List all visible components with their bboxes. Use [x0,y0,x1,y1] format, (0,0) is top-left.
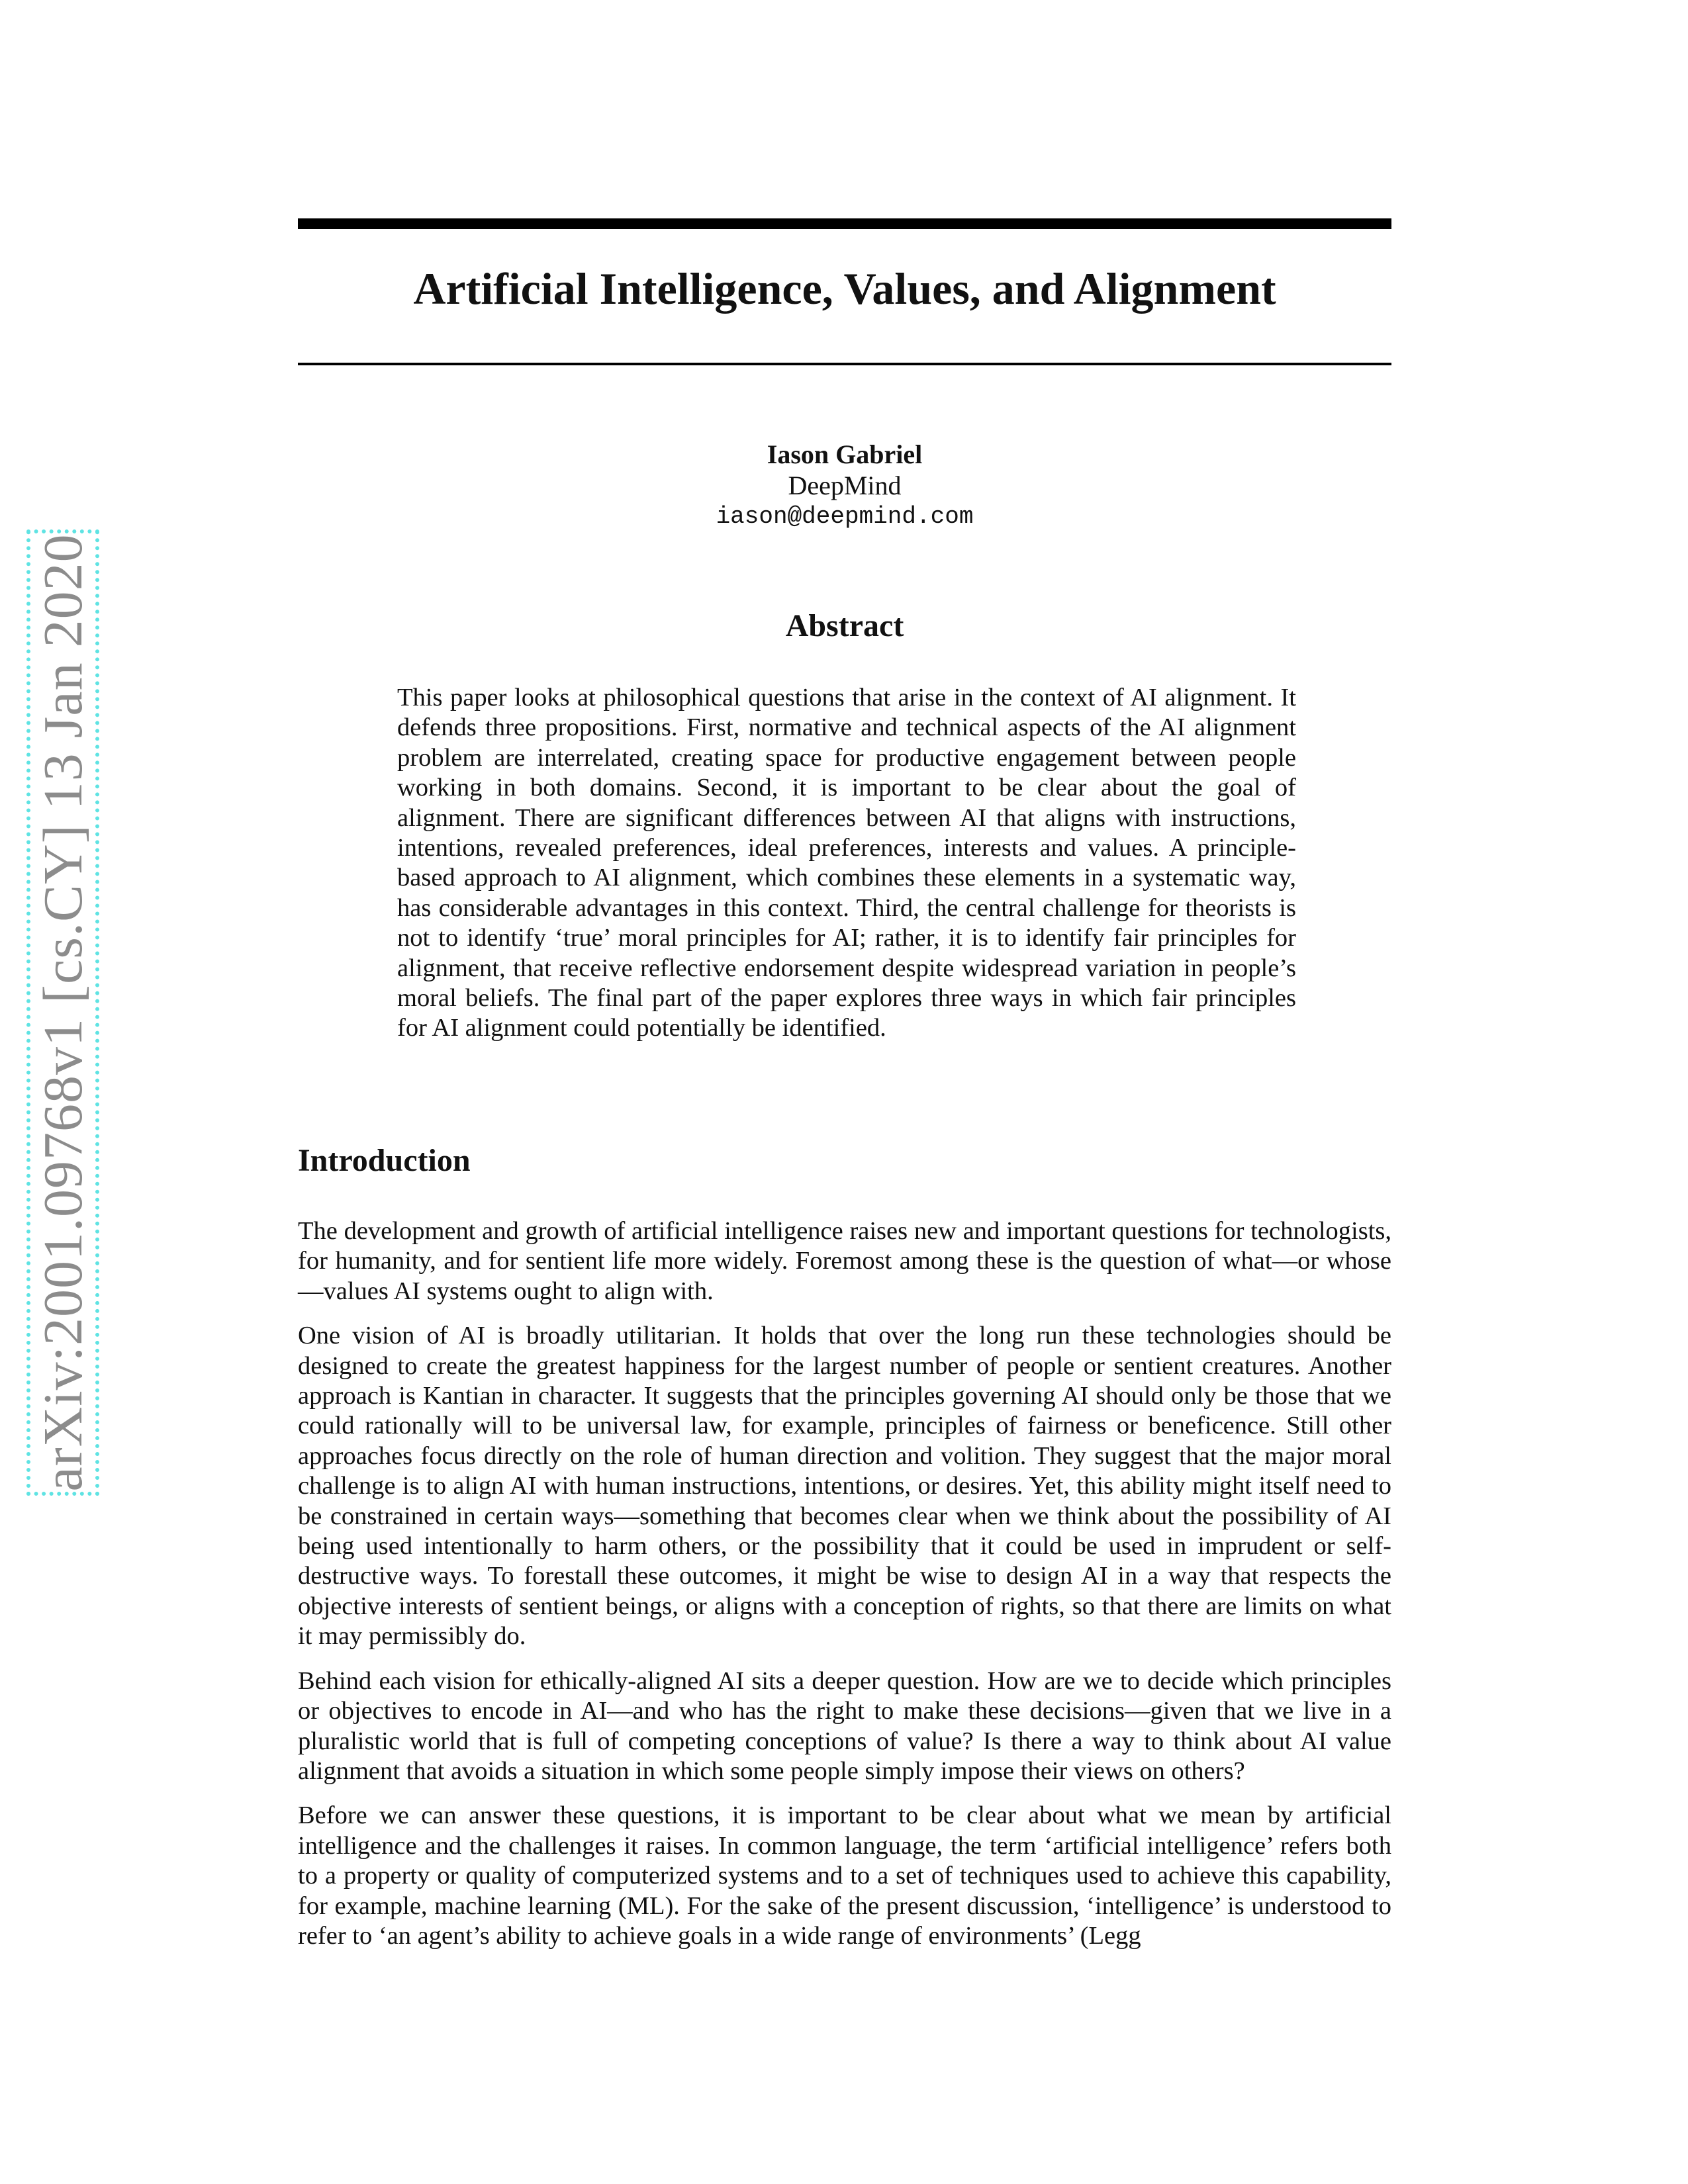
introduction-body [298,1216,1391,1966]
introduction-paragraph: The development and growth of artificial intelligence raises new and important questions for technologists, for humanity, and for sentient life more widely. Foremost among these is the question of what—or whose—values AI systems ought to align with. [298,1217,1391,1305]
introduction-paragraph: Before we can answer these questions, it is important to be clear about what we mean by artificial intelligence and the challenges it raises. In common language, the term ‘artificial intelligence’ refers both to a property or quality of computerized systems and to a set of techniques used to achieve this capability, for example, machine learning (ML). For the sake of the present discussion, ‘intelligence’ is understood to refer to ‘an agent’s ability to achieve goals in a wide range of environments’ (Legg [298,1801,1391,1950]
author-affiliation: DeepMind [788,471,902,500]
author-name: Iason Gabriel [767,439,923,469]
introduction-paragraph: Behind each vision for ethically-aligned AI sits a deeper question. How are we to decide which principles or objectives to encode in AI—and who has the right to make these decisions—given that we live in a pluralistic world that is full of competing conceptions of value? Is there a way to think about AI value alignment that avoids a situation in which some people simply impose their views on others? [298,1666,1391,1785]
introduction-paragraph: One vision of AI is broadly utilitarian. It holds that over the long run these technologies should be designed to create the greatest happiness for the largest number of people or sentient creatures. Another approach is Kantian in character. It suggests that the principles governing AI should only be those that we could rationally will to be universal law, for example, principles of fairness or beneficence. Still other approaches focus directly on the role of human direction and volition. They suggest that the major moral challenge is to align AI with human instructions, intentions, or desires. Yet, this ability might itself need to be constrained in certain ways—something that becomes clear when we think about the possibility of AI being used intentionally to harm others, or the possibility that it could be used in imprudent or self-destructive ways. To forestall these outcomes, it might be wise to design AI in a way that respects the objective interests of sentient beings, or aligns with a conception of rights, so that there are limits on what it may permissibly do. [298,1322,1391,1651]
abstract-text: This paper looks at philosophical questions that arise in the context of AI alignment. It defends three propositions. First, normative and technical aspects of the AI alignment problem are interrelated, creating space for productive engagement between people working in both domains. Second, it is important to be clear about the goal of alignment. There are significant differences between AI that aligns with instructions, intentions, revealed preferences, ideal preferences, interests and values. A principle-based approach to AI alignment, which combines these elements in a systematic way, has considerable advantages in this context. Third, the central challenge for theorists is not to identify ‘true’ moral principles for AI; rather, it is to identify fair principles for alignment, that receive reflective endorsement despite widespread variation in people’s moral beliefs. The final part of the paper explores three ways in which fair principles for AI alignment could potentially be identified. [397,684,1296,1042]
arxiv-identifier-stamp: arXiv:2001.09768v1 [cs.CY] 13 Jan 2020 [26,529,99,1496]
abstract-heading: Abstract [785,608,904,643]
author-block [298,439,1391,532]
paper-title: Artificial Intelligence, Values, and Alignment [413,263,1276,314]
author-email: iason@deepmind.com [716,503,974,530]
title-bottom-rule [298,363,1391,365]
introduction-heading: Introduction [298,1143,471,1178]
title-top-rule [298,218,1391,229]
